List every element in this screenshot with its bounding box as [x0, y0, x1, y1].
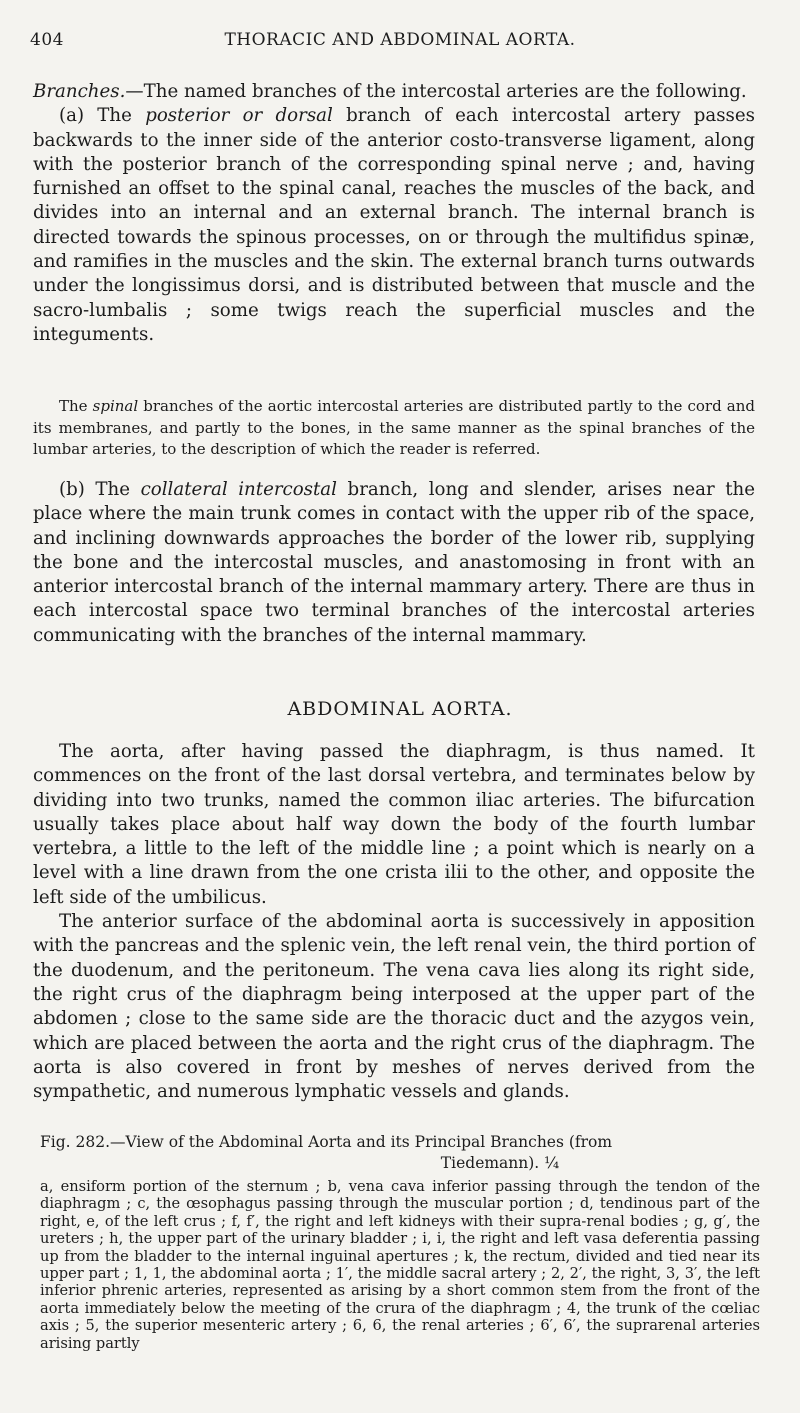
abdominal-paragraph-2: The anterior surface of the abdominal aorta is successively in apposition with the pancreas and the splenic vein, the left renal vein, the third portion of the duodenum, and the peritoneum. The vena cava lies along its right side, the right crus of the diaphragm being interposed at the upper part of the abdomen ; close to the same side are the thoracic duct and the azygos vein, which are placed between the aorta and the right crus of the diaphragm. The aorta is also covered in front by meshes of nerves derived from the sympathetic, and numerous lymphatic vessels and glands.: [33, 911, 755, 1103]
paragraph-a-text: branch of each intercostal artery passes backwards to the inner side of the anterior costo-transverse ligament, along with the posterior branch of the corresponding spinal nerve ; and, having furnished an offset to the spinal canal, reaches the muscles of the back, and divides into an internal and an external branch. The internal branch is directed towards the spinous processes, on or through the multifidus spinæ, and ramifies in the muscles and the skin. The external branch turns outwards under the longissimus dorsi, and is distributed between that muscle and the sacro-lumbalis ; some twigs reach the superficial muscles and the integuments.: [33, 105, 755, 345]
spinal-branches-note: [33, 396, 755, 461]
page-header: [30, 30, 770, 60]
section-heading: ABDOMINAL AORTA.: [287, 698, 513, 720]
abdominal-aorta-section: [33, 740, 755, 1104]
note-italic: spinal: [92, 397, 139, 415]
paragraph-a-italic: posterior or dorsal: [145, 105, 333, 127]
running-title: THORACIC AND ABDOMINAL AORTA.: [224, 30, 576, 50]
figure-caption-text: a, ensiform portion of the sternum ; b, vena cava inferior passing through the tendon of the diaphragm ; c, the œsophagus passing through the muscular portion ; d, tendinous part of the right, e, of the left crus ; f, f′, the right and left kidneys with their supra-renal bodies ; g, g′, the ureters ; h, the upper part of the urinary bladder ; i, i, the right and left vasa deferentia passing up from the bladder to the internal inguinal apertures ; k, the rectum, divided and tied near its upper part ; 1, 1, the abdominal aorta ; 1′, the middle sacral artery ; 2, 2′, the right, 3, 3′, the left inferior phrenic arteries, represented as arising by a short common stem from the front of the aorta immediately below the meeting of the crura of the diaphragm ; 4, the trunk of the cœliac axis ; 5, the superior mesenteric artery ; 6, 6, the renal arteries ; 6′, 6′, the suprarenal arteries arising partly: [40, 1178, 760, 1352]
figure-caption: [40, 1178, 760, 1352]
paragraph-a: [33, 104, 755, 347]
paragraph-b-italic: collateral intercostal: [140, 479, 337, 500]
paragraph-a-marker: (a) The: [59, 105, 146, 127]
intercostal-branches-section: [33, 80, 755, 347]
paragraph-b: [33, 478, 755, 648]
figure-title-line-1: Fig. 282.—View of the Abdominal Aorta and its Principal Branches (from: [40, 1133, 613, 1151]
page-number: 404: [30, 30, 64, 50]
abdominal-paragraph-1: The aorta, after having passed the diaphragm, is thus named. It commences on the front of the last dorsal vertebra, and terminates below by dividing into two trunks, named the common iliac arteries. The bifurcation usually takes place about half way down the body of the fourth lumbar vertebra, a little to the left of the middle line ; a point which is nearly on a level with a line drawn from the one crista ilii to the other, and opposite the left side of the umbilicus.: [33, 741, 755, 908]
paragraph-b-marker: (b) The: [59, 479, 141, 500]
branches-intro-text: —The named branches of the intercostal arteries are the following.: [125, 81, 747, 102]
collateral-branch-section: [33, 478, 755, 648]
branches-intro: [33, 80, 755, 104]
figure-title-line-2: Tiedemann). ¼: [440, 1154, 560, 1172]
paragraph-b-text: branch, long and slender, arises near the place where the main trunk comes in contact with the upper rib of the space, and inclining downwards approaches the border of the lower rib, supplying the bone and the intercostal muscles, and anastomosing in front with an anterior intercostal branch of the internal mammary artery. There are thus in each intercostal space two terminal branches of the intercostal arteries communicating with the branches of the internal mammary.: [33, 479, 755, 646]
note-text: branches of the aortic intercostal arteries are distributed partly to the cord and its membranes, and partly to the bones, in the same manner as the spinal branches of the lumbar arteries, to the description of which the reader is referred.: [33, 397, 755, 458]
note-before: The: [59, 397, 93, 415]
branches-label: Branches.: [33, 81, 126, 102]
figure-title: [40, 1132, 760, 1174]
